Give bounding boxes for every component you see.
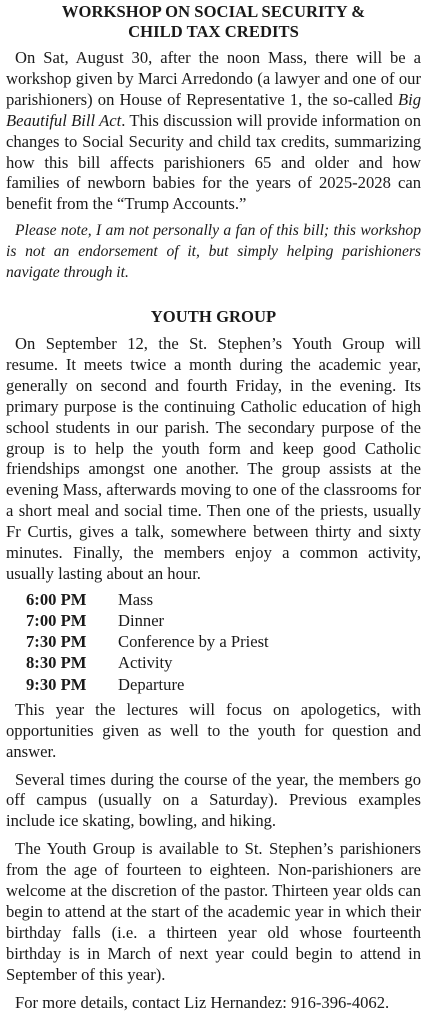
schedule-event: Activity [118,653,173,673]
schedule-event: Departure [118,674,185,694]
workshop-title [6,0,421,42]
schedule-time: 7:30 PM [26,632,87,652]
schedule-event: Mass [118,589,154,609]
off-campus-paragraph: Several times during the course of the year, the members go off campus (usually on a Saturday). Previous examples include ice skating, bowling, and hiking. [6,769,421,831]
workshop-body-part2: . This discussion will provide information on changes to Social Security and child tax credits, summarizing how this bill affects parishioners 65 and older and how families of newborn babies for the years of 2025-2028 can benefit from the “Trump Accounts.” [6,110,421,214]
workshop-body-part1: On Sat, August 30, after the noon Mass, there will be a workshop given by Marci Arredondo (a lawyer and one of our parishioners) on House of Representative 1, the so-called [6,48,421,109]
youth-group-title: YOUTH GROUP [150,306,277,326]
bulletin-page [6,0,421,1014]
schedule-time: 9:30 PM [26,674,87,694]
youth-group-intro: On September 12, the St. Stephen’s Youth Group will resume. It meets twice a month during the academic year, generally on second and fourth Friday, in the evening. Its primary purpose is the continuing Catholic education of high school students in our parish. The secondary purpose of the group is to help the youth form and keep good Catholic friendships amongst one another. The group assists at the evening Mass, afterwards moving to one of the classrooms for a short meal and social time. Then one of the priests, usually Fr Curtis, gives a talk, somewhere between thirty and sixty minutes. Finally, the members enjoy a common activity, usually lasting about an hour. [6,333,421,583]
workshop-title-line2: CHILD TAX CREDITS [128,22,299,41]
schedule-row [26,652,421,673]
schedule-time: 8:30 PM [26,653,87,673]
schedule-row [26,610,421,631]
lectures-paragraph: This year the lectures will focus on apologetics, with opportunities given as well to the youth for question and answer. [6,699,421,761]
schedule-time: 7:00 PM [26,611,87,631]
workshop-body [6,48,421,215]
eligibility-paragraph: The Youth Group is available to St. Stephen’s parishioners from the age of fourteen to eighteen. Non-parishioners are welcome at the discretion of the pastor. Thirteen year olds can begin to attend at the start of the academic year in which their birthday falls (i.e. a thirteen year old whose fourteenth birthday is in March of next year could begin to attend in September of this year). [6,839,421,984]
workshop-title-line1: WORKSHOP ON SOCIAL SECURITY & [61,2,366,21]
schedule-event: Conference by a Priest [118,632,269,652]
contact-line: For more details, contact Liz Hernandez: 916-396-4062. [15,992,390,1012]
workshop-note: Please note, I am not personally a fan of this bill; this workshop is not an endorsement of it, but simply helping parishioners navigate through it. [6,222,421,282]
schedule-row [26,674,421,695]
bill-name: Big Beautiful Bill Act [6,89,421,130]
schedule-list [6,589,421,695]
schedule-event: Dinner [118,611,165,631]
schedule-row [26,631,421,652]
schedule-row [26,589,421,610]
schedule-time: 6:00 PM [26,589,87,609]
